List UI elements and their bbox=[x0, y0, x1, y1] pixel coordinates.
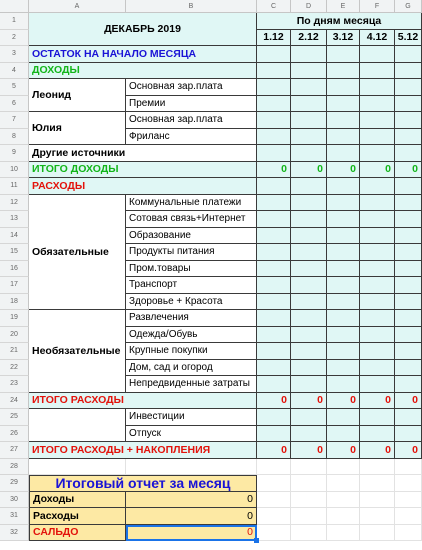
day-cell[interactable] bbox=[360, 178, 395, 195]
grid-cell[interactable] bbox=[257, 508, 291, 525]
day-cell[interactable] bbox=[291, 129, 327, 146]
day-cell[interactable] bbox=[327, 244, 360, 261]
grid-cell[interactable] bbox=[360, 525, 395, 542]
row-header[interactable]: 9 bbox=[0, 145, 29, 162]
day-cell[interactable] bbox=[327, 79, 360, 96]
day-cell[interactable] bbox=[291, 426, 327, 443]
total-income-label[interactable]: ИТОГО ДОХОДЫ bbox=[29, 162, 257, 179]
row-header[interactable]: 19 bbox=[0, 310, 29, 327]
day-cell[interactable] bbox=[360, 277, 395, 294]
row-header[interactable]: 27 bbox=[0, 442, 29, 459]
day-cell[interactable] bbox=[360, 244, 395, 261]
day-cell[interactable] bbox=[291, 145, 327, 162]
day-cell[interactable] bbox=[395, 178, 422, 195]
day-cell[interactable] bbox=[257, 178, 291, 195]
day-cell[interactable] bbox=[360, 63, 395, 80]
grid-cell[interactable] bbox=[126, 459, 257, 476]
mandatory-item[interactable]: Здоровье + Красота bbox=[126, 294, 257, 311]
day-cell[interactable] bbox=[395, 426, 422, 443]
day-cell[interactable] bbox=[360, 343, 395, 360]
day-cell[interactable] bbox=[257, 79, 291, 96]
mandatory-item[interactable]: Образование bbox=[126, 228, 257, 245]
day-cell[interactable] bbox=[257, 129, 291, 146]
day-cell[interactable] bbox=[360, 376, 395, 393]
row-header[interactable]: 12 bbox=[0, 195, 29, 212]
total-expenses-savings-value[interactable]: 0 bbox=[257, 442, 291, 459]
day-cell[interactable] bbox=[395, 376, 422, 393]
row-header[interactable]: 8 bbox=[0, 129, 29, 146]
day-cell[interactable] bbox=[327, 310, 360, 327]
optional-item[interactable]: Дом, сад и огород bbox=[126, 360, 257, 377]
day-cell[interactable] bbox=[327, 360, 360, 377]
day-cell[interactable] bbox=[327, 46, 360, 63]
income-label[interactable]: ДОХОДЫ bbox=[29, 63, 257, 80]
total-income-value[interactable]: 0 bbox=[395, 162, 422, 179]
day-cell[interactable] bbox=[360, 211, 395, 228]
person-label[interactable]: Юлия bbox=[29, 112, 126, 145]
day-cell[interactable] bbox=[395, 79, 422, 96]
day-cell[interactable] bbox=[327, 145, 360, 162]
month-title[interactable]: ДЕКАБРЬ 2019 bbox=[29, 13, 257, 46]
optional-group-label[interactable]: Необязательные bbox=[29, 310, 126, 393]
savings-item[interactable]: Инвестиции bbox=[126, 409, 257, 426]
day-cell[interactable] bbox=[327, 129, 360, 146]
savings-item[interactable]: Отпуск bbox=[126, 426, 257, 443]
day-cell[interactable] bbox=[291, 310, 327, 327]
row-header[interactable]: 20 bbox=[0, 327, 29, 344]
grid-cell[interactable] bbox=[360, 459, 395, 476]
day-cell[interactable] bbox=[291, 211, 327, 228]
day-cell[interactable] bbox=[257, 112, 291, 129]
day-cell[interactable] bbox=[395, 261, 422, 278]
day-cell[interactable] bbox=[291, 228, 327, 245]
grid-cell[interactable] bbox=[395, 525, 422, 542]
column-header[interactable]: A bbox=[29, 0, 126, 13]
day-cell[interactable] bbox=[395, 409, 422, 426]
day-cell[interactable] bbox=[395, 343, 422, 360]
row-header[interactable]: 11 bbox=[0, 178, 29, 195]
day-cell[interactable] bbox=[360, 360, 395, 377]
day-header[interactable]: 5.12 bbox=[395, 30, 422, 47]
day-header[interactable]: 2.12 bbox=[291, 30, 327, 47]
day-cell[interactable] bbox=[327, 228, 360, 245]
grid-cell[interactable] bbox=[291, 508, 327, 525]
grid-cell[interactable] bbox=[360, 475, 395, 492]
day-cell[interactable] bbox=[327, 261, 360, 278]
total-expenses-value[interactable]: 0 bbox=[360, 393, 395, 410]
column-header[interactable]: F bbox=[360, 0, 395, 13]
report-label[interactable]: Расходы bbox=[29, 508, 126, 525]
row-header[interactable]: 3 bbox=[0, 46, 29, 63]
day-cell[interactable] bbox=[395, 211, 422, 228]
total-income-value[interactable]: 0 bbox=[327, 162, 360, 179]
total-expenses-savings-value[interactable]: 0 bbox=[395, 442, 422, 459]
total-expenses-label[interactable]: ИТОГО РАСХОДЫ bbox=[29, 393, 257, 410]
row-header[interactable]: 14 bbox=[0, 228, 29, 245]
day-cell[interactable] bbox=[395, 310, 422, 327]
day-cell[interactable] bbox=[291, 178, 327, 195]
day-header[interactable]: 1.12 bbox=[257, 30, 291, 47]
person-label[interactable]: Леонид bbox=[29, 79, 126, 112]
row-header[interactable]: 1 bbox=[0, 13, 29, 30]
income-item[interactable]: Фриланс bbox=[126, 129, 257, 146]
day-cell[interactable] bbox=[395, 277, 422, 294]
day-cell[interactable] bbox=[257, 426, 291, 443]
grid-cell[interactable] bbox=[395, 475, 422, 492]
day-cell[interactable] bbox=[395, 195, 422, 212]
column-header[interactable]: G bbox=[395, 0, 422, 13]
day-cell[interactable] bbox=[257, 409, 291, 426]
day-cell[interactable] bbox=[257, 96, 291, 113]
income-item[interactable]: Основная зар.плата bbox=[126, 112, 257, 129]
day-cell[interactable] bbox=[395, 360, 422, 377]
day-cell[interactable] bbox=[327, 277, 360, 294]
day-cell[interactable] bbox=[360, 261, 395, 278]
row-header[interactable]: 21 bbox=[0, 343, 29, 360]
day-cell[interactable] bbox=[291, 79, 327, 96]
total-income-value[interactable]: 0 bbox=[360, 162, 395, 179]
day-cell[interactable] bbox=[291, 327, 327, 344]
day-cell[interactable] bbox=[327, 294, 360, 311]
day-cell[interactable] bbox=[291, 261, 327, 278]
report-label[interactable]: САЛЬДО bbox=[29, 525, 126, 542]
report-label[interactable]: Доходы bbox=[29, 492, 126, 509]
opening-balance-label[interactable]: ОСТАТОК НА НАЧАЛО МЕСЯЦА bbox=[29, 46, 257, 63]
row-header[interactable]: 2 bbox=[0, 30, 29, 47]
row-header[interactable]: 15 bbox=[0, 244, 29, 261]
mandatory-item[interactable]: Пром.товары bbox=[126, 261, 257, 278]
day-cell[interactable] bbox=[327, 211, 360, 228]
day-cell[interactable] bbox=[257, 244, 291, 261]
day-cell[interactable] bbox=[360, 96, 395, 113]
day-cell[interactable] bbox=[291, 277, 327, 294]
grid-cell[interactable] bbox=[257, 475, 291, 492]
grid-cell[interactable] bbox=[395, 492, 422, 509]
day-cell[interactable] bbox=[291, 46, 327, 63]
report-value[interactable]: 0 bbox=[126, 525, 257, 542]
day-cell[interactable] bbox=[395, 129, 422, 146]
row-header[interactable]: 4 bbox=[0, 63, 29, 80]
column-header[interactable]: B bbox=[126, 0, 257, 13]
column-header[interactable]: C bbox=[257, 0, 291, 13]
grid-cell[interactable] bbox=[327, 525, 360, 542]
by-days-header[interactable]: По дням месяца bbox=[257, 13, 422, 30]
grid-cell[interactable] bbox=[257, 525, 291, 542]
income-item[interactable]: Премии bbox=[126, 96, 257, 113]
day-cell[interactable] bbox=[395, 145, 422, 162]
day-cell[interactable] bbox=[257, 294, 291, 311]
day-cell[interactable] bbox=[257, 261, 291, 278]
day-cell[interactable] bbox=[291, 195, 327, 212]
day-cell[interactable] bbox=[327, 63, 360, 80]
column-header[interactable]: D bbox=[291, 0, 327, 13]
mandatory-item[interactable]: Транспорт bbox=[126, 277, 257, 294]
day-cell[interactable] bbox=[360, 327, 395, 344]
grid-cell[interactable] bbox=[291, 459, 327, 476]
day-cell[interactable] bbox=[291, 343, 327, 360]
income-item[interactable]: Основная зар.плата bbox=[126, 79, 257, 96]
selection-handle[interactable] bbox=[254, 538, 259, 543]
row-header[interactable]: 30 bbox=[0, 492, 29, 509]
day-header[interactable]: 3.12 bbox=[327, 30, 360, 47]
day-cell[interactable] bbox=[291, 376, 327, 393]
row-header[interactable]: 5 bbox=[0, 79, 29, 96]
mandatory-item[interactable]: Коммунальные платежи bbox=[126, 195, 257, 212]
column-header[interactable]: E bbox=[327, 0, 360, 13]
optional-item[interactable]: Непредвиденные затраты bbox=[126, 376, 257, 393]
day-cell[interactable] bbox=[360, 195, 395, 212]
row-header[interactable]: 16 bbox=[0, 261, 29, 278]
grid-cell[interactable] bbox=[327, 508, 360, 525]
grid-cell[interactable] bbox=[257, 492, 291, 509]
mandatory-item[interactable]: Сотовая связь+Интернет bbox=[126, 211, 257, 228]
total-income-value[interactable]: 0 bbox=[257, 162, 291, 179]
day-cell[interactable] bbox=[257, 343, 291, 360]
day-cell[interactable] bbox=[360, 112, 395, 129]
grid-cell[interactable] bbox=[360, 508, 395, 525]
day-cell[interactable] bbox=[360, 409, 395, 426]
optional-item[interactable]: Одежда/Обувь bbox=[126, 327, 257, 344]
day-cell[interactable] bbox=[327, 195, 360, 212]
grid-cell[interactable] bbox=[29, 459, 126, 476]
row-header[interactable]: 32 bbox=[0, 525, 29, 542]
day-cell[interactable] bbox=[257, 211, 291, 228]
day-cell[interactable] bbox=[327, 409, 360, 426]
day-cell[interactable] bbox=[327, 96, 360, 113]
day-cell[interactable] bbox=[360, 46, 395, 63]
corner-cell[interactable] bbox=[0, 0, 29, 13]
day-cell[interactable] bbox=[395, 244, 422, 261]
day-cell[interactable] bbox=[257, 327, 291, 344]
day-cell[interactable] bbox=[291, 96, 327, 113]
row-header[interactable]: 23 bbox=[0, 376, 29, 393]
day-cell[interactable] bbox=[291, 360, 327, 377]
row-header[interactable]: 31 bbox=[0, 508, 29, 525]
total-expenses-value[interactable]: 0 bbox=[257, 393, 291, 410]
day-cell[interactable] bbox=[327, 343, 360, 360]
day-cell[interactable] bbox=[395, 228, 422, 245]
expenses-label[interactable]: РАСХОДЫ bbox=[29, 178, 257, 195]
savings-group-label[interactable] bbox=[29, 409, 126, 442]
total-expenses-savings-value[interactable]: 0 bbox=[327, 442, 360, 459]
total-expenses-value[interactable]: 0 bbox=[395, 393, 422, 410]
row-header[interactable]: 22 bbox=[0, 360, 29, 377]
day-cell[interactable] bbox=[395, 327, 422, 344]
day-cell[interactable] bbox=[360, 228, 395, 245]
day-cell[interactable] bbox=[395, 294, 422, 311]
day-cell[interactable] bbox=[291, 112, 327, 129]
grid-cell[interactable] bbox=[291, 492, 327, 509]
grid-cell[interactable] bbox=[327, 475, 360, 492]
day-cell[interactable] bbox=[395, 112, 422, 129]
day-cell[interactable] bbox=[360, 426, 395, 443]
day-cell[interactable] bbox=[257, 277, 291, 294]
day-cell[interactable] bbox=[327, 327, 360, 344]
day-cell[interactable] bbox=[395, 96, 422, 113]
optional-item[interactable]: Крупные покупки bbox=[126, 343, 257, 360]
total-expenses-savings-value[interactable]: 0 bbox=[291, 442, 327, 459]
mandatory-group-label[interactable]: Обязательные bbox=[29, 195, 126, 311]
day-cell[interactable] bbox=[360, 145, 395, 162]
row-header[interactable]: 7 bbox=[0, 112, 29, 129]
total-expenses-savings-value[interactable]: 0 bbox=[360, 442, 395, 459]
day-cell[interactable] bbox=[327, 112, 360, 129]
day-cell[interactable] bbox=[360, 129, 395, 146]
day-cell[interactable] bbox=[327, 426, 360, 443]
report-value[interactable]: 0 bbox=[126, 492, 257, 509]
day-cell[interactable] bbox=[257, 195, 291, 212]
day-cell[interactable] bbox=[291, 409, 327, 426]
day-cell[interactable] bbox=[257, 145, 291, 162]
row-header[interactable]: 6 bbox=[0, 96, 29, 113]
day-cell[interactable] bbox=[360, 79, 395, 96]
row-header[interactable]: 25 bbox=[0, 409, 29, 426]
row-header[interactable]: 13 bbox=[0, 211, 29, 228]
day-cell[interactable] bbox=[257, 63, 291, 80]
day-cell[interactable] bbox=[360, 310, 395, 327]
grid-cell[interactable] bbox=[327, 492, 360, 509]
row-header[interactable]: 17 bbox=[0, 277, 29, 294]
row-header[interactable]: 24 bbox=[0, 393, 29, 410]
report-value[interactable]: 0 bbox=[126, 508, 257, 525]
day-cell[interactable] bbox=[257, 46, 291, 63]
grid-cell[interactable] bbox=[395, 459, 422, 476]
row-header[interactable]: 18 bbox=[0, 294, 29, 311]
day-cell[interactable] bbox=[291, 294, 327, 311]
day-header[interactable]: 4.12 bbox=[360, 30, 395, 47]
row-header[interactable]: 29 bbox=[0, 475, 29, 492]
day-cell[interactable] bbox=[291, 63, 327, 80]
grid-cell[interactable] bbox=[291, 525, 327, 542]
optional-item[interactable]: Развлечения bbox=[126, 310, 257, 327]
grid-cell[interactable] bbox=[327, 459, 360, 476]
day-cell[interactable] bbox=[257, 228, 291, 245]
grid-cell[interactable] bbox=[257, 459, 291, 476]
day-cell[interactable] bbox=[395, 63, 422, 80]
day-cell[interactable] bbox=[327, 376, 360, 393]
day-cell[interactable] bbox=[395, 46, 422, 63]
row-header[interactable]: 28 bbox=[0, 459, 29, 476]
day-cell[interactable] bbox=[257, 310, 291, 327]
row-header[interactable]: 26 bbox=[0, 426, 29, 443]
day-cell[interactable] bbox=[327, 178, 360, 195]
grid-cell[interactable] bbox=[291, 475, 327, 492]
day-cell[interactable] bbox=[291, 244, 327, 261]
day-cell[interactable] bbox=[257, 360, 291, 377]
mandatory-item[interactable]: Продукты питания bbox=[126, 244, 257, 261]
day-cell[interactable] bbox=[360, 294, 395, 311]
grid-cell[interactable] bbox=[360, 492, 395, 509]
total-income-value[interactable]: 0 bbox=[291, 162, 327, 179]
grid-cell[interactable] bbox=[395, 508, 422, 525]
day-cell[interactable] bbox=[257, 376, 291, 393]
total-expenses-value[interactable]: 0 bbox=[327, 393, 360, 410]
total-expenses-savings-label[interactable]: ИТОГО РАСХОДЫ + НАКОПЛЕНИЯ bbox=[29, 442, 257, 459]
total-expenses-value[interactable]: 0 bbox=[291, 393, 327, 410]
other-sources-label[interactable]: Другие источники bbox=[29, 145, 257, 162]
row-header[interactable]: 10 bbox=[0, 162, 29, 179]
report-title[interactable]: Итоговый отчет за месяц bbox=[29, 475, 257, 492]
